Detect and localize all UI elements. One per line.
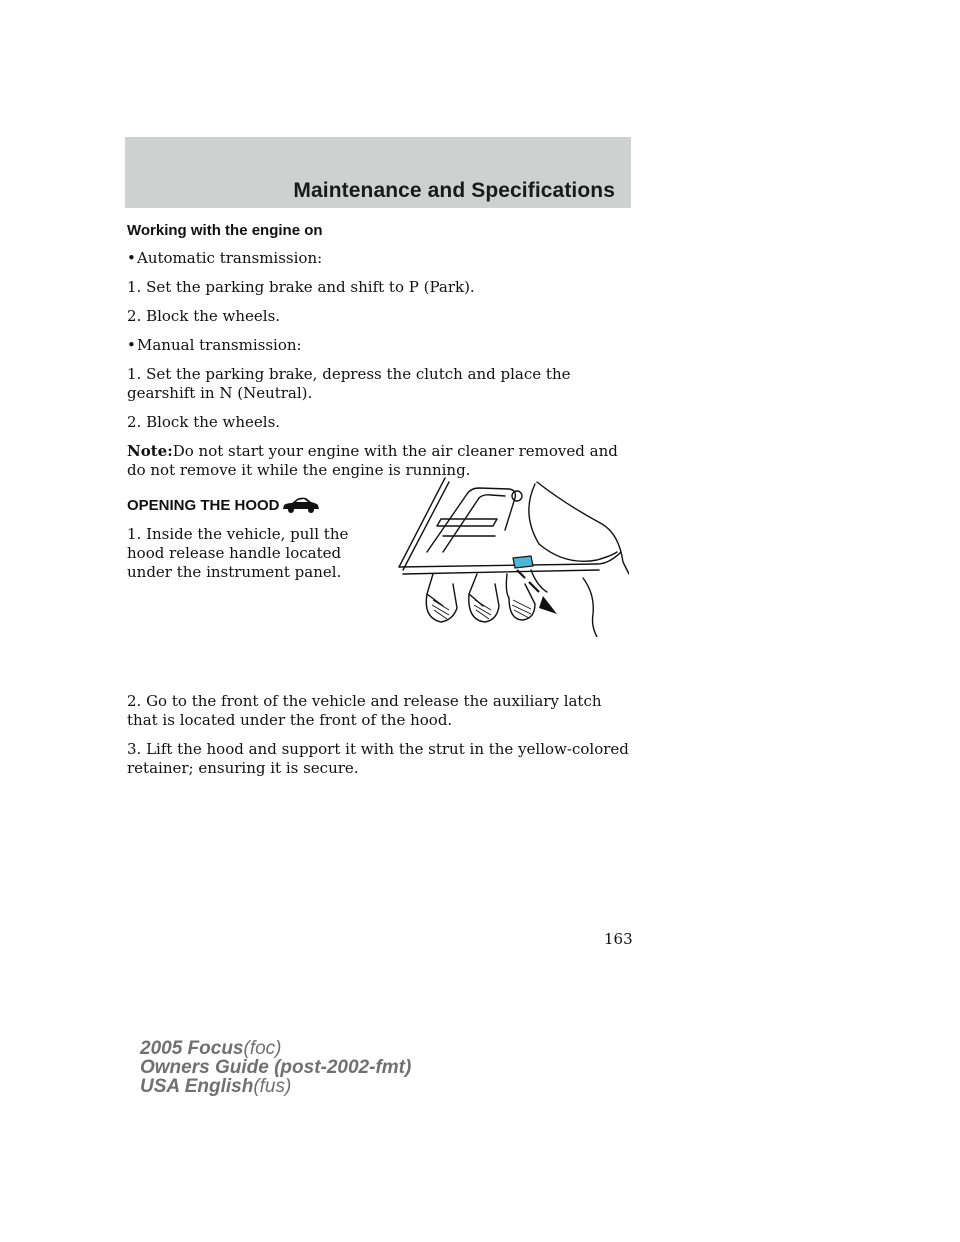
hood-heading-text: OPENING THE HOOD (127, 497, 280, 514)
document-footer (140, 1039, 411, 1096)
manual-step-2: 2. Block the wheels. (127, 413, 281, 431)
footer-language-code: (fus) (253, 1076, 292, 1097)
hood-step-1: 1. Inside the vehicle, pull the hood release handle located under the instrument panel. (127, 525, 349, 581)
automatic-label: Automatic transmission: (137, 249, 323, 267)
hood-release-handle (513, 556, 533, 568)
footer-guide: Owners Guide (post-2002-fmt) (140, 1057, 412, 1078)
footer-language: USA English (140, 1076, 254, 1097)
note-label: Note: (127, 442, 173, 460)
footer-line-guide (140, 1058, 411, 1077)
manual-step-1: 1. Set the parking brake, depress the clutch and place the gearshift in N (Neutral). (127, 365, 571, 402)
footer-line-language (140, 1077, 411, 1096)
hood-release-illustration (397, 474, 629, 637)
note-text: Do not start your engine with the air cleaner removed and do not remove it while the engine is running. (127, 442, 618, 479)
section-header-bar (125, 137, 631, 208)
manual-label: Manual transmission: (137, 336, 302, 354)
section-title: Maintenance and Specifications (293, 179, 615, 202)
footer-model: 2005 Focus (140, 1038, 244, 1059)
page-number: 163 (604, 930, 633, 948)
car-icon (282, 496, 320, 514)
automatic-bullet (127, 249, 632, 268)
engine-on-heading: Working with the engine on (127, 222, 323, 239)
automatic-step-2: 2. Block the wheels. (127, 307, 281, 325)
footer-model-code: (foc) (243, 1038, 282, 1059)
footer-line-model (140, 1039, 411, 1058)
manual-bullet (127, 336, 632, 355)
automatic-step-1: 1. Set the parking brake and shift to P (Park). (127, 278, 475, 296)
bullet-icon: • (127, 249, 136, 267)
bullet-icon: • (127, 336, 136, 354)
page-content (127, 222, 632, 788)
pull-arrow-icon (539, 596, 557, 614)
hood-step-3: 3. Lift the hood and support it with the strut in the yellow-colored retainer; ensuring it is secure. (127, 740, 629, 777)
hood-step-2: 2. Go to the front of the vehicle and release the auxiliary latch that is located under the front of the hood. (127, 692, 602, 729)
